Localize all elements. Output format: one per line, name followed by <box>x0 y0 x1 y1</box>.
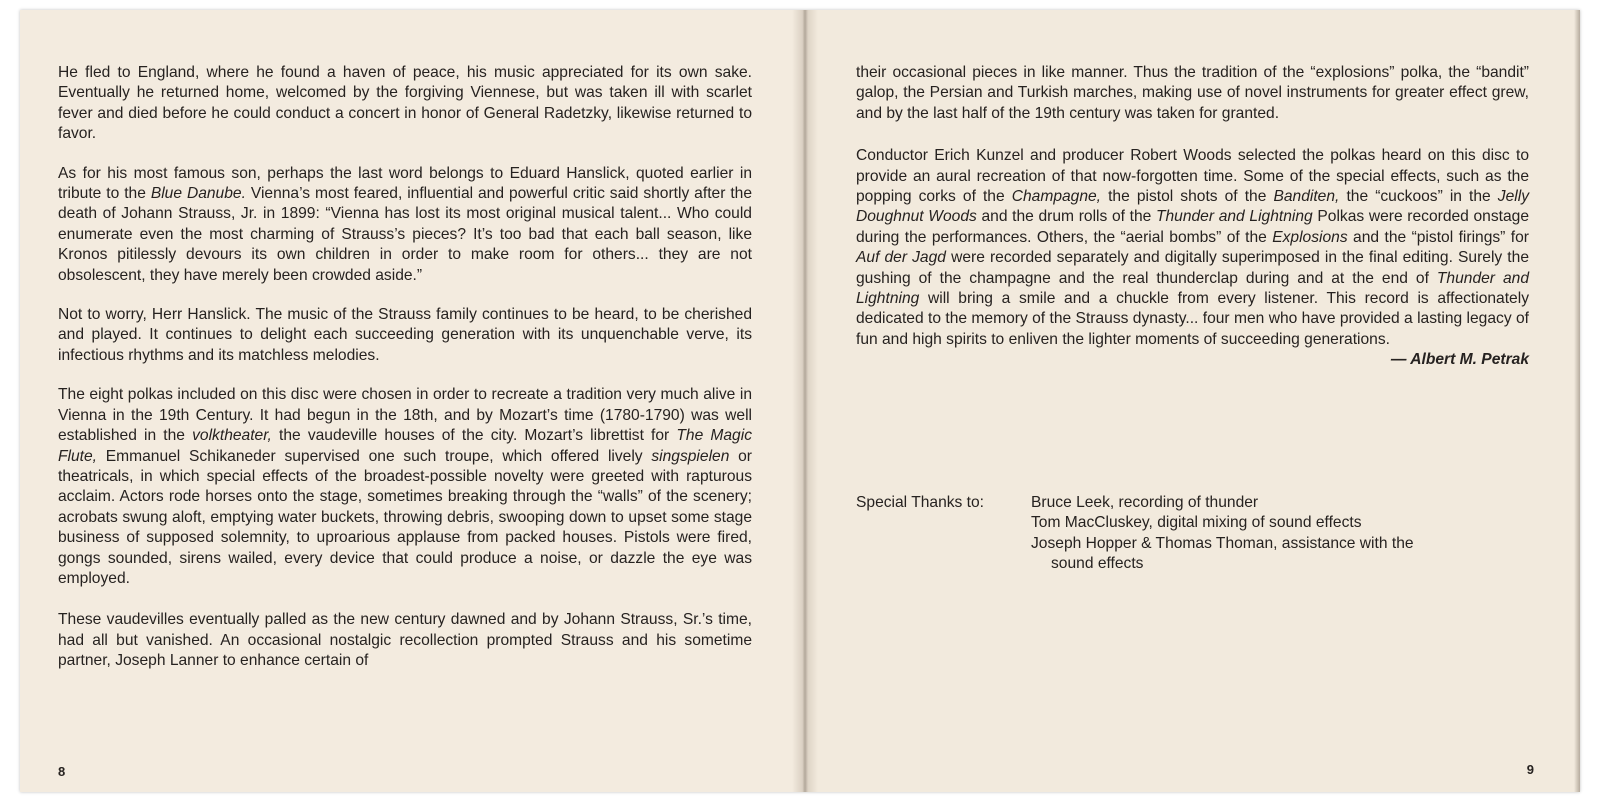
thanks-line: Bruce Leek, recording of thunder <box>1031 494 1259 511</box>
signature: — Albert M. Petrak <box>1390 351 1529 369</box>
paragraph <box>58 305 752 366</box>
text-run: The eight polkas included on this disc were chosen in order to recreate a tradition very much alive in Vienna in the 19th Century. It had begun in the 18th, and by Mozart’s time (1780-1790) was well established in the <box>58 386 752 445</box>
text-run: Vienna’s most feared, influential and powerful critic said shortly after the death of Johann Strauss, Jr. in 1899: “Vienna has lost its most original musical talent... Who could enumerate even the most charming of Strauss’s pieces? It’s too bad that each ball season, like Kronos pitilessly devours its own children in order to make room for others... they are not obsolescent, they have merely been crowded aside.” <box>58 185 752 284</box>
italic-title: Thunder and Lightning <box>856 269 1529 308</box>
paragraph <box>58 610 752 671</box>
italic-title: Jelly Doughnut Woods <box>856 188 1529 226</box>
page-number: 8 <box>58 764 66 779</box>
italic-title: volktheater, <box>192 427 272 445</box>
italic-title: Blue Danube. <box>150 185 246 203</box>
text-run: their occasional pieces in like manner. Thus the tradition of the “explosions” polka, the “bandit” galop, the Persian and Turkish marches, making use of novel instruments for greater effect grew, and by the last half of the 19th century was taken for granted. <box>856 64 1529 122</box>
text-run: Polkas were recorded onstage during the performances. Others, the “aerial bombs” of the <box>856 208 1529 246</box>
text-run: were recorded separately and digitally superimposed in the final editing. Surely the gushing of the champagne and the real thunderclap during and at the end of <box>856 249 1529 287</box>
text-run: and the drum rolls of the <box>976 208 1156 226</box>
thanks-line: sound effects <box>1051 555 1144 573</box>
text-run: Not to worry, Herr Hanslick. The music of the Strauss family continues to be heard, to be cherished and played. It continues to delight each succeeding generation with its unquenchable verve, its infectious rhythms and its matchless melodies. <box>58 306 752 364</box>
italic-title: singspielen <box>651 447 730 465</box>
text-run: the vaudeville houses of the city. Mozart’s librettist for <box>271 427 677 445</box>
text-run: Emmanuel Schikaneder supervised one such troupe, which offered lively <box>97 447 652 465</box>
paragraph <box>856 63 1529 124</box>
thanks-line: Tom MacCluskey, digital mixing of sound effects <box>1031 514 1362 532</box>
italic-title: Explosions <box>1272 228 1348 246</box>
thanks-line: Joseph Hopper & Thomas Thoman, assistance with the <box>1031 534 1414 552</box>
text-run: He fled to England, where he found a haven of peace, his music appreciated for its own sake. Eventually he returned home, welcomed by the forgiving Viennese, but was taken ill with scarlet fever and died before he could conduct a concert in honor of General Radetzky, likewise returned to favor. <box>58 64 752 143</box>
special-thanks-list <box>1031 493 1531 575</box>
text-run: and the “pistol firings” for <box>1347 228 1529 246</box>
left-page <box>20 10 803 792</box>
text-run: Conductor Erich Kunzel and producer Robert Woods selected the polkas heard on this disc to provide an aural recreation of that now-forgotten time. Some of the special effects, such as the popping corks of the <box>856 147 1529 206</box>
page-number: 9 <box>1526 762 1534 777</box>
italic-title: Banditen, <box>1273 188 1340 206</box>
text-run: or theatricals, in which special effects of the broadest-possible novelty were greeted with rapturous acclaim. Actors rode horses onto the stage, sometimes breaking through the “walls” of the scenery; acrobats swung aloft, emptying water buckets, throwing debris, swooping down to upset some stage business of supposed solemnity, to uproarious applause from packed houses. Pistols were fired, gongs sounded, sirens wailed, every device that could produce a noise, or dazzle the eye was employed. <box>58 447 752 587</box>
text-run: These vaudevilles eventually palled as the new century dawned and by Johann Strauss, Sr.’s time, had all but vanished. An occasional nostalgic recollection prompted Strauss and his sometime partner, Joseph Lanner to enhance certain of <box>58 611 752 670</box>
paragraph <box>58 385 752 589</box>
italic-title: Thunder and Lightning <box>1155 208 1313 226</box>
italic-title: Champagne, <box>1011 188 1102 206</box>
paragraph <box>58 164 752 286</box>
left-page-text <box>58 63 752 691</box>
italic-title: Auf der Jagd <box>856 249 946 267</box>
italic-title: The Magic Flute, <box>58 427 752 465</box>
text-run: the pistol shots of the <box>1101 188 1274 206</box>
special-thanks-label: Special Thanks to: <box>856 494 985 511</box>
right-page <box>803 10 1580 792</box>
text-run: As for his most famous son, perhaps the last word belongs to Eduard Hanslick, quoted earlier in tribute to the <box>58 164 752 203</box>
page-edge-shadow <box>1574 10 1580 792</box>
text-run: the “cuckoos” in the <box>1339 188 1498 206</box>
text-run: will bring a smile and a chuckle from every listener. This record is affectionately dedicated to the memory of the Strauss dynasty... four men who have provided a lasting legacy of fun and high spirits to enliven the lighter moments of succeeding generations. <box>856 290 1529 348</box>
right-page-text <box>856 63 1529 371</box>
booklet-spread <box>20 10 1580 792</box>
binding-gutter <box>792 10 818 792</box>
paragraph <box>856 146 1529 350</box>
paragraph <box>58 63 752 145</box>
